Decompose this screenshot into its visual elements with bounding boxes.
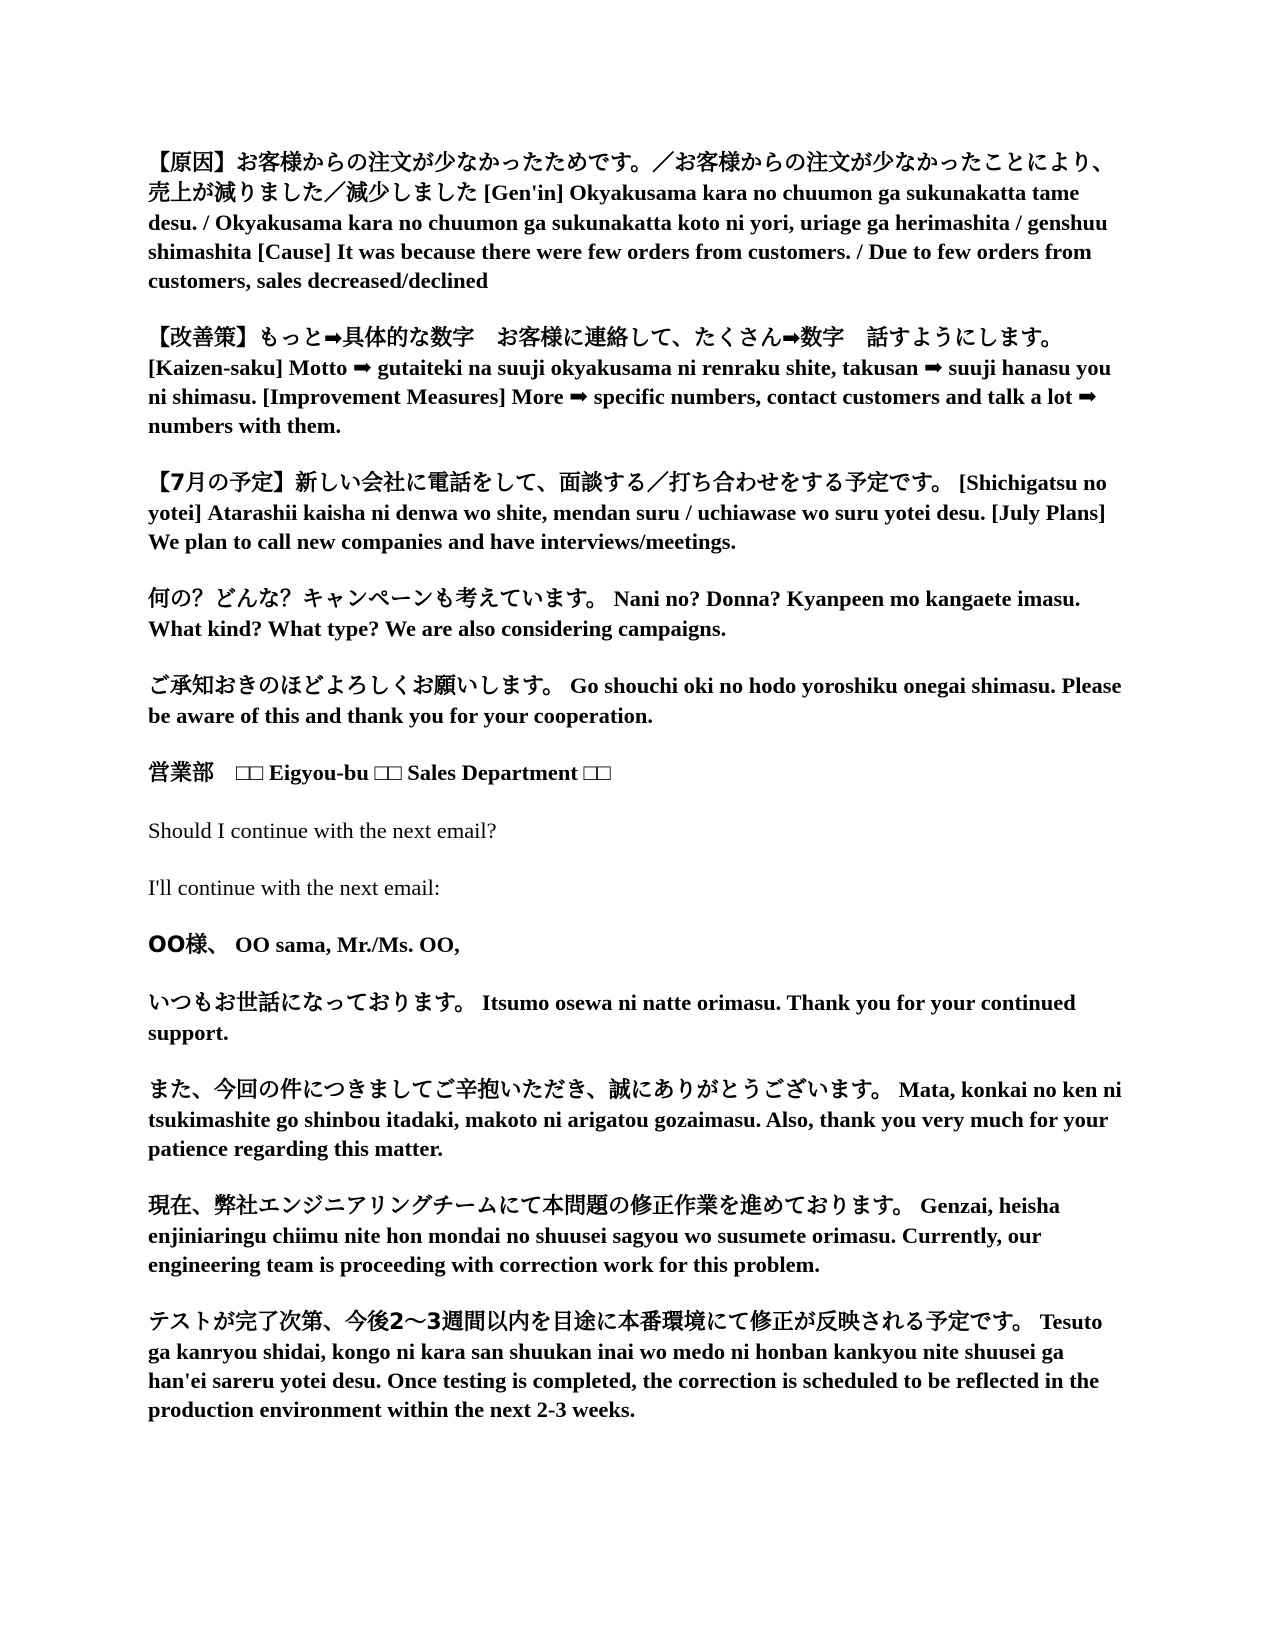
paragraph-signature <box>148 758 1123 788</box>
japanese-text: いつもお世話になっております。 <box>148 991 477 1016</box>
email-greeting <box>148 988 1123 1047</box>
email-salutation <box>148 930 1123 960</box>
japanese-text: 現在、弊社エンジニアリングチームにて本問題の修正作業を進めております。 <box>148 1194 915 1219</box>
email-schedule <box>148 1307 1123 1424</box>
paragraph-improvement <box>148 323 1123 440</box>
romaji-translation: Go shouchi oki no hodo yoroshiku onegai shimasu. Please be aware of this and thank you for your cooperation. <box>148 673 1122 728</box>
assistant-question: Should I continue with the next email? <box>148 818 497 843</box>
assistant-continue: I'll continue with the next email: <box>148 875 441 900</box>
paragraph-cause <box>148 148 1123 295</box>
japanese-text: OO様、 <box>148 933 230 958</box>
japanese-text: 【原因】お客様からの注文が少なかったためです。／お客様からの注文が少なかったことにより、売上が減りました／減少しました <box>148 151 1115 206</box>
paragraph-july-plans <box>148 468 1123 556</box>
romaji-translation: Tesuto ga kanryou shidai, kongo ni kara san shuukan inai wo medo ni honban kankyou nite shuusei ga han'ei sareru yotei desu. Once testing is completed, the correction is scheduled to be reflected in the production environment within the next 2-3 weeks. <box>148 1309 1103 1422</box>
email-status <box>148 1191 1123 1279</box>
romaji-translation: □□ Eigyou-bu □□ Sales Department □□ <box>236 760 611 785</box>
romaji-translation: [Shichigatsu no yotei] Atarashii kaisha ni denwa wo shite, mendan suru / uchiawase wo suru yotei desu. [July Plans] We plan to call new companies and have interviews/meetings. <box>148 470 1107 554</box>
paragraph-campaigns <box>148 584 1123 643</box>
paragraph-closing <box>148 671 1123 730</box>
document-body <box>148 148 1123 1452</box>
romaji-translation: Itsumo osewa ni natte orimasu. Thank you for your continued support. <box>148 990 1076 1045</box>
romaji-translation: OO sama, Mr./Ms. OO, <box>229 932 460 957</box>
japanese-text: 営業部 <box>148 761 237 786</box>
romaji-translation: Nani no? Donna? Kyanpeen mo kangaete imasu. What kind? What type? We are also considering campaigns. <box>148 586 1081 641</box>
japanese-text: また、今回の件につきましてご辛抱いただき、誠にありがとうございます。 <box>148 1078 893 1103</box>
japanese-text: ご承知おきのほどよろしくお願いします。 <box>148 674 565 699</box>
email-thanks <box>148 1075 1123 1163</box>
japanese-text: 【7月の予定】新しい会社に電話をして、面談する／打ち合わせをする予定です。 <box>148 471 954 496</box>
romaji-translation: [Gen'in] Okyakusama kara no chuumon ga sukunakatta tame desu. / Okyakusama kara no chuumon ga sukunakatta koto ni yori, uriage ga herimashita / genshuu shimashita [Cause] It was because there were few orders from customers. / Due to few orders from customers, sales decreased/declined <box>148 180 1108 293</box>
romaji-translation: Genzai, heisha enjiniaringu chiimu nite hon mondai no shuusei sagyou wo susumete orimasu. Currently, our engineering team is proceeding with correction work for this problem. <box>148 1193 1061 1277</box>
romaji-translation: Mata, konkai no ken ni tsukimashite go shinbou itadaki, makoto ni arigatou gozaimasu. Also, thank you very much for your patience regarding this matter. <box>148 1077 1122 1161</box>
japanese-text: 【改善策】もっと➡具体的な数字 お客様に連絡して、たくさん➡数字 話すようにします。 <box>148 326 1063 351</box>
japanese-text: 何の？どんな？キャンペーンも考えています。 <box>148 587 608 612</box>
romaji-translation: [Kaizen-saku] Motto ➡ gutaiteki na suuji okyakusama ni renraku shite, takusan ➡ suuji hanasu you ni shimasu. [Improvement Measures] More ➡ specific numbers, contact customers and talk a lot ➡ numbers with them. <box>148 355 1112 438</box>
japanese-text: テストが完了次第、今後2〜3週間以内を目途に本番環境にて修正が反映される予定です。 <box>148 1310 1034 1335</box>
